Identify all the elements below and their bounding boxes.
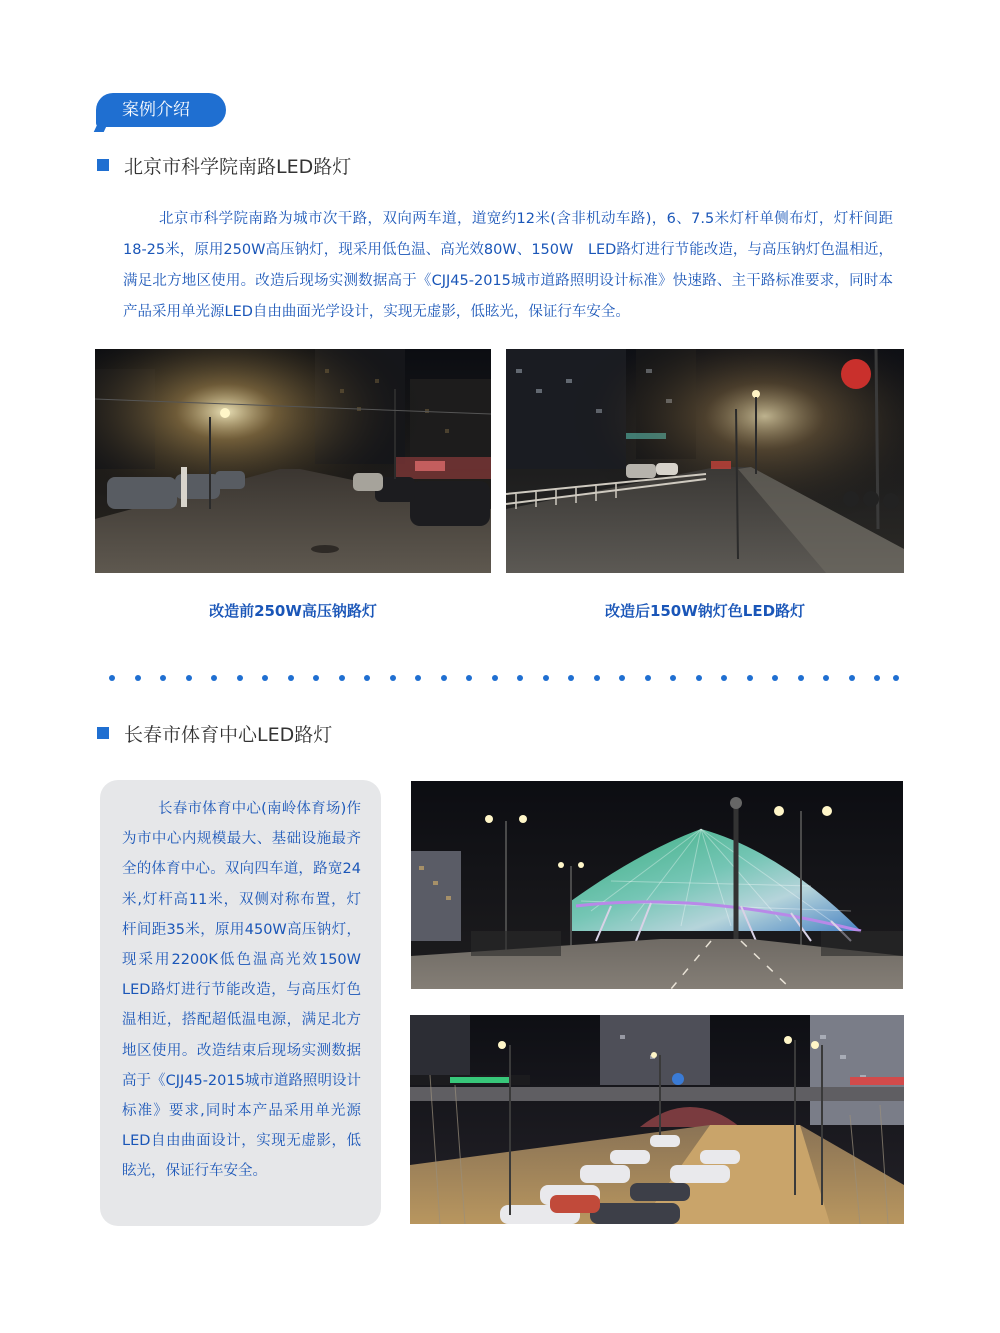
section-tag-label: 案例介绍 [122, 100, 190, 120]
photo-stadium [411, 781, 903, 989]
case1-title: 北京市科学院南路LED路灯 [124, 155, 352, 178]
case2-heading [97, 720, 332, 746]
photo-before-retrofit [95, 349, 491, 573]
case2-title: 长春市体育中心LED路灯 [124, 723, 333, 746]
dotted-divider [109, 675, 899, 685]
square-bullet-icon [97, 159, 109, 171]
case2-description-card [100, 780, 381, 1226]
case2-description: 长春市体育中心(南岭体育场)作为市中心内规模最大、基础设施最齐全的体育中心。双向四车道，路宽24米,灯杆高11米，双侧对称布置，灯杆间距35米，原用450W高压钠灯，现采用2200K低色温高光效150W LED路灯进行节能改造，与高压灯色温相近，搭配超低温电源，满足北方地区使用。改造结束后现场实测数据高于《CJJ45-2015城市道路照明设计标准》要求,同时本产品采用单光源LED自由曲面设计，实现无虚影，低眩光，保证行车安全。 [122, 801, 376, 1180]
photo-parking-bridge [410, 1015, 904, 1224]
photo-after-retrofit [506, 349, 904, 573]
case1-description: 北京市科学院南路为城市次干路，双向两车道，道宽约12米(含非机动车路)，6、7.5米灯杆单侧布灯，灯杆间距18-25米，原用250W高压钠灯，现采用低色温、高光效80W、150W LED路灯进行节能改造，与高压钠灯色温相近，满足北方地区使用。改造后现场实测数据高于《CJJ45-2015城市道路照明设计标准》快速路、主干路标准要求，同时本产品采用单光源LED自由曲面光学设计，实现无虚影，低眩光，保证行车安全。 [123, 211, 893, 320]
caption-before: 改造前250W高压钠路灯 [209, 602, 377, 620]
section-tag [96, 93, 226, 127]
square-bullet-icon [97, 727, 109, 739]
case1-heading [97, 152, 351, 178]
caption-after: 改造后150W钠灯色LED路灯 [604, 602, 806, 620]
